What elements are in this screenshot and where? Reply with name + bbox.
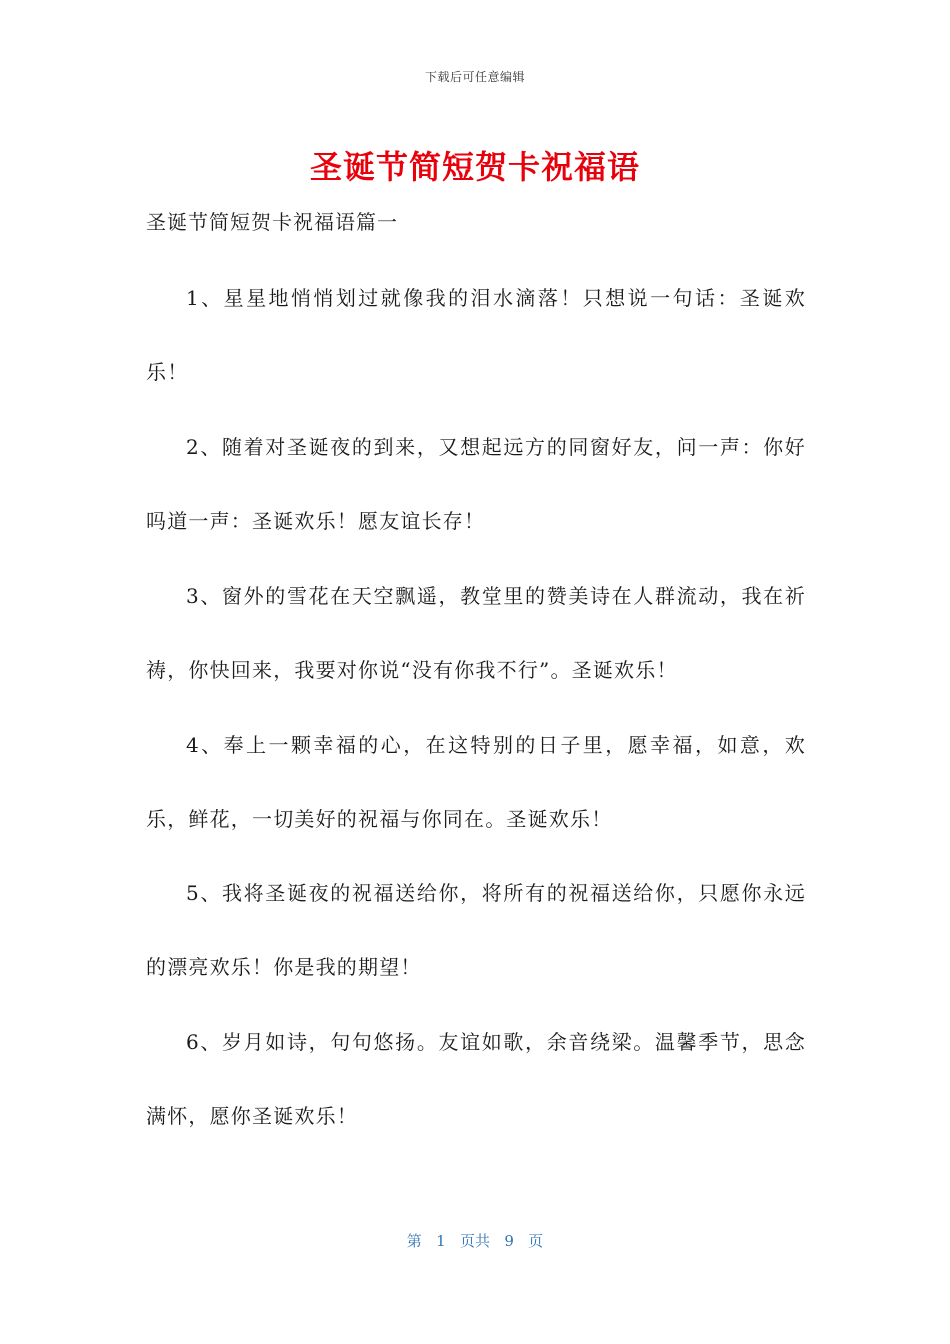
paragraph-1: 1、星星地悄悄划过就像我的泪水滴落！只想说一句话：圣诞欢乐！ [146,286,806,384]
total-pages-number: 9 [504,1232,514,1250]
paragraph-3: 3、窗外的雪花在天空飘遥，教堂里的赞美诗在人群流动，我在祈祷，你快回来，我要对你说“没有你我不行”。圣诞欢乐！ [146,584,806,682]
paragraph-5: 5、我将圣诞夜的祝福送给你，将所有的祝福送给你，只愿你永远的漂亮欢乐！你是我的期望！ [146,881,806,979]
section-heading: 圣诞节简短贺卡祝福语篇一 [146,210,398,234]
paragraph-2: 2、随着对圣诞夜的到来，又想起远方的同窗好友，问一声：你好吗道一声：圣诞欢乐！愿友谊长存！ [146,435,806,533]
document-title: 圣诞节简短贺卡祝福语 [309,148,640,186]
page-middle: 页共 [459,1232,490,1250]
page-suffix: 页 [528,1232,544,1250]
page-prefix: 第 [406,1232,422,1250]
paragraph-6: 6、岁月如诗，句句悠扬。友谊如歌，余音绕梁。温馨季节，思念满怀，愿你圣诞欢乐！ [146,1030,806,1128]
page-footer [0,1230,950,1251]
paragraph-4: 4、奉上一颗幸福的心，在这特别的日子里，愿幸福，如意，欢乐，鲜花，一切美好的祝福与你同在。圣诞欢乐！ [146,733,806,831]
current-page-number: 1 [436,1232,446,1250]
header-note: 下载后可任意编辑 [424,70,525,84]
